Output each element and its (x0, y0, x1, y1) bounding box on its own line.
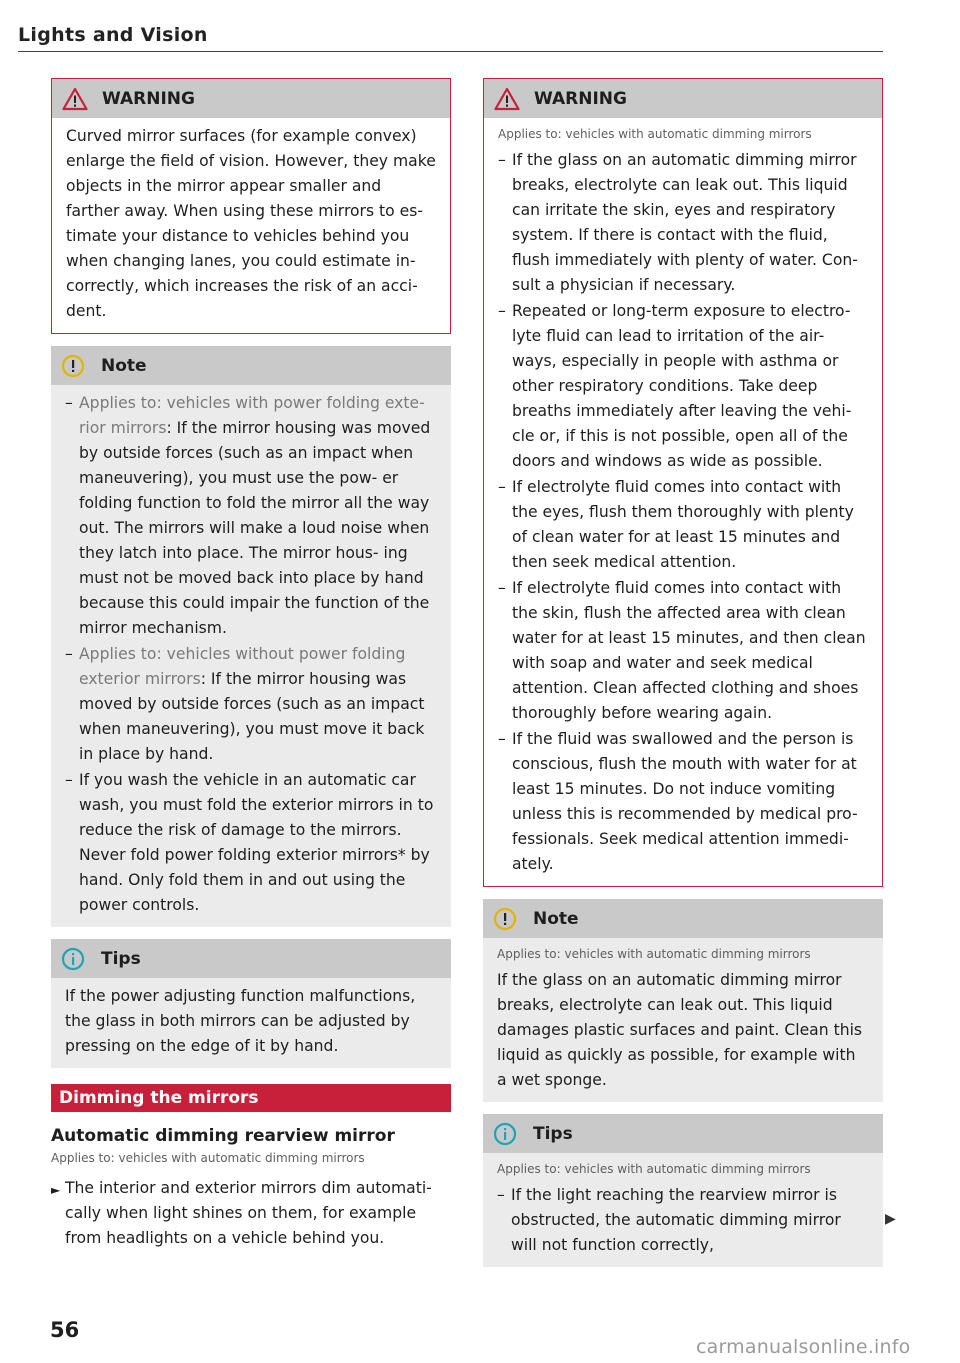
note-exclamation-icon (61, 354, 87, 378)
tips-info-icon (61, 947, 87, 971)
list-item: – If the glass on an automatic dimming mirror breaks, electrolyte can leak out. This liquid can irritate the skin, eyes and respiratory system. If there is contact with the fluid, flush immediately with plenty of water. Con- sult a physician if necessary. (498, 148, 868, 298)
list-item (65, 391, 437, 641)
header-rule (18, 51, 883, 52)
tips-box (483, 1114, 883, 1267)
tips-box (51, 939, 451, 1068)
note-item-text: : If the mirror housing was moved by outside forces (such as an impact when maneuvering), you must use the pow- er folding function to fold the mirror all the way out. The mirrors will make a loud noise when they latch into place. The mirror hous- ing must not be moved back into place by hand because this could impair the function of the mirror mechanism. (79, 419, 431, 637)
applies-text: Applies to: vehicles with automatic dimming mirrors (498, 127, 812, 141)
tips-header (483, 1114, 883, 1153)
note-exclamation-icon (493, 907, 519, 931)
warning-header (484, 79, 882, 118)
tips-heading: Tips (533, 1123, 573, 1144)
warning-heading: WARNING (102, 88, 195, 109)
note-heading: Note (101, 355, 147, 376)
tips-text: If the power adjusting function malfunctions, the glass in both mirrors can be adjusted by pressing on the edge of it by hand. (65, 987, 416, 1055)
note-header (51, 346, 451, 385)
watermark: carmanualsonline.info (696, 1336, 911, 1358)
step-instruction (51, 1176, 451, 1251)
note-item-text: If you wash the vehicle in an automatic car wash, you must fold the exterior mirrors in to reduce the risk of damage to the mirrors. Never fold power folding exterior mirrors* by hand. Only fold them in and out using the power controls. (79, 771, 434, 914)
list-item (65, 768, 437, 918)
warning-box (51, 78, 451, 334)
applies-text: Applies to: vehicles with automatic dimming mirrors (51, 1151, 365, 1165)
warning-triangle-icon (62, 87, 88, 111)
section-title-bar: Dimming the mirrors (51, 1084, 451, 1112)
list-item: – If the fluid was swallowed and the person is conscious, flush the mouth with water for at least 15 minutes. Do not induce vomiting unless this is recommended by medical pro- fessionals. Seek medical attention immedi- ately. (498, 727, 868, 877)
warning-heading: WARNING (534, 88, 627, 109)
list-item: – Repeated or long-term exposure to electro- lyte fluid can lead to irritation of the air- ways, especially in people with asthma or other respiratory conditions. Take deep breaths immediately after leaving the vehi- cle or, if this is not possible, open all of the doors and windows as wide as possible. (498, 299, 868, 474)
continue-arrow-icon: ▶ (885, 1211, 896, 1227)
note-header (483, 899, 883, 938)
tips-header (51, 939, 451, 978)
note-item-text: : If the mirror housing was moved by outside forces (such as an impact when maneuvering), you must move it back in place by hand. (79, 670, 425, 763)
right-column (483, 78, 883, 1279)
warning-text: Curved mirror surfaces (for example convex) enlarge the field of vision. However, they make objects in the mirror appear smaller and farther away. When using these mirrors to es- timate your distance to vehicles behind you when changing lanes, you could estimate in- correctly, which increases the risk of an acci- dent. (66, 127, 436, 320)
warning-header (52, 79, 450, 118)
list-item: – If electrolyte fluid comes into contact with the skin, flush the affected area with clean water for at least 15 minutes, and then clean with soap and water and seek medical attention. Clean affected clothing and shoes thoroughly before wearing again. (498, 576, 868, 726)
step-arrow-icon: ► (51, 1183, 61, 1197)
subheading: Automatic dimming rearview mirror (51, 1126, 395, 1146)
page-number: 56 (50, 1318, 80, 1342)
list-item (65, 642, 437, 767)
tips-info-icon (493, 1122, 519, 1146)
note-heading: Note (533, 908, 579, 929)
warning-list (498, 148, 868, 877)
note-text: If the glass on an automatic dimming mirror breaks, electrolyte can leak out. This liquid damages plastic surfaces and paint. Clean this liquid as quickly as possible, for example with a wet sponge. (497, 971, 863, 1089)
note-list (65, 391, 437, 918)
note-box (483, 899, 883, 1102)
left-column (51, 78, 451, 1251)
step-text: The interior and exterior mirrors dim automati- cally when light shines on them, for example from headlights on a vehicle behind you. (65, 1179, 432, 1247)
tips-list (497, 1183, 869, 1258)
applies-text: Applies to: vehicles without power folding exterior mirrors (79, 645, 406, 688)
applies-text: Applies to: vehicles with automatic dimming mirrors (497, 947, 811, 961)
warning-box (483, 78, 883, 887)
warning-triangle-icon (494, 87, 520, 111)
page-header-title: Lights and Vision (18, 24, 208, 46)
list-item: – If the light reaching the rearview mirror is obstructed, the automatic dimming mirror will not function correctly, (497, 1183, 869, 1258)
tips-heading: Tips (101, 948, 141, 969)
list-item: – If electrolyte fluid comes into contact with the eyes, flush them thoroughly with plenty of clean water for at least 15 minutes and then seek medical attention. (498, 475, 868, 575)
applies-text: Applies to: vehicles with automatic dimming mirrors (497, 1162, 811, 1176)
applies-text: Applies to: vehicles with power folding exte- rior mirrors (79, 394, 425, 437)
note-box (51, 346, 451, 927)
